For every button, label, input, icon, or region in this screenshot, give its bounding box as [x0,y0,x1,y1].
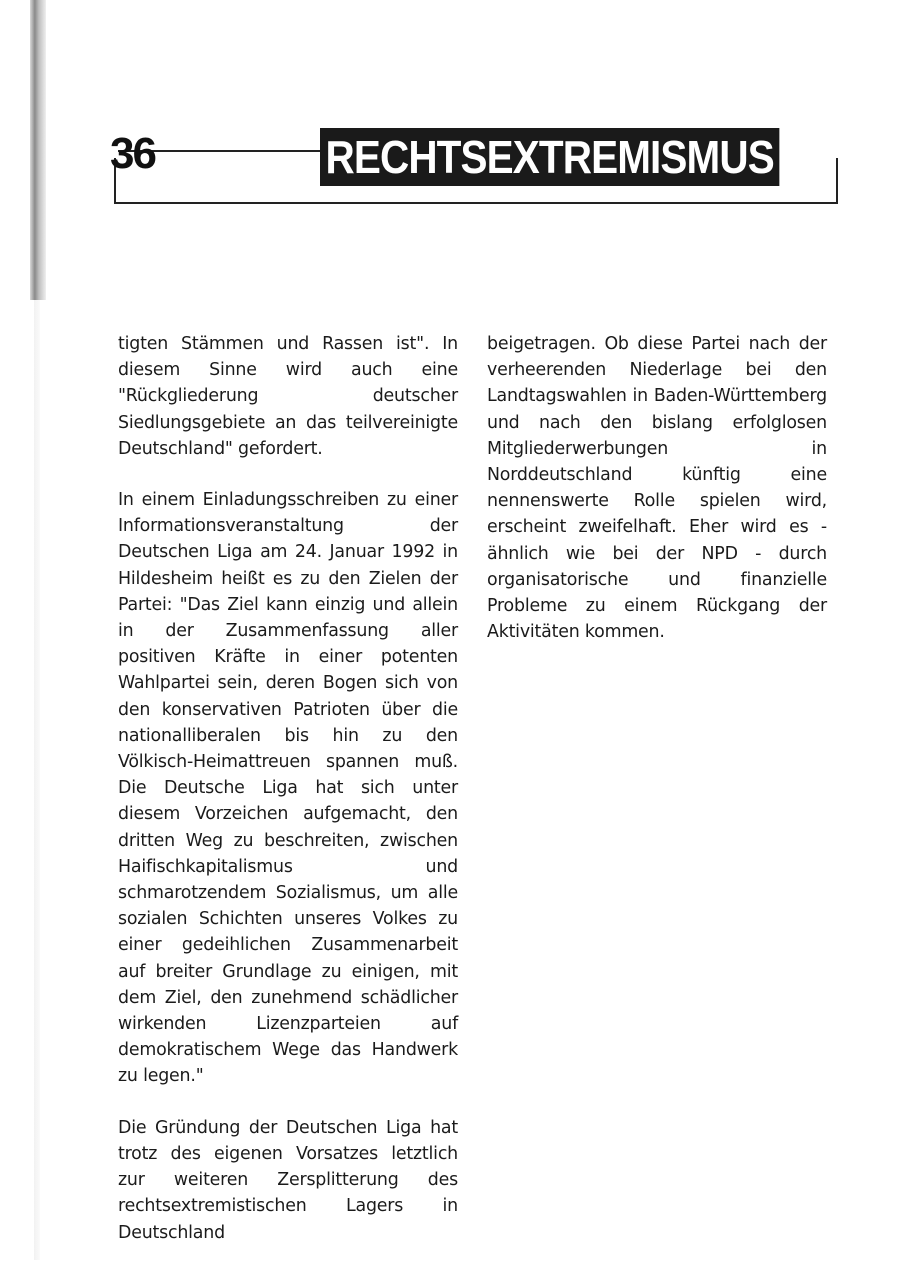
paragraph: Die Gründung der Deutschen Liga hat trotz des eigenen Vorsatzes letztlich zur weiteren Zersplitterung des rechtsextremistischen Lagers in Deutschland [118,1117,458,1243]
binding-shadow [30,0,46,300]
left-column [118,331,458,1271]
page-number: 36 [110,129,155,178]
paragraph: beigetragen. Ob diese Partei nach der verheerenden Niederlage bei den Landtagswahlen in Baden-Württemberg und nach den bislang erfolglosen Mitgliederwerbungen in Norddeutschland künftig eine nennenswerte Rolle spielen wird, erscheint zweifelhaft. Eher wird es - ähnlich wie bei der NPD - durch organisatorische und finanzielle Probleme zu einem Rückgang der Aktivitäten kommen. [487,334,827,643]
page-header [110,128,840,200]
right-column [487,331,827,670]
paragraph: tigten Stämmen und Rassen ist". In diesem Sinne wird auch eine "Rückgliederung deutscher Siedlungsgebiete an das teilvereinigte Deutschland" gefordert. [118,334,458,459]
paragraph: In einem Einladungsschreiben zu einer Informationsveranstaltung der Deutschen Liga am 24. Januar 1992 in Hildesheim heißt es zu den Zielen der Partei: "Das Ziel kann einzig und allein in der Zusammenfassung aller positiven Kräfte in einer potenten Wahlpartei sein, deren Bogen sich von den konservativen Patrioten über die nationalliberalen bis hin zu den Völkisch-Heimattreuen spannen muß. Die Deutsche Liga hat sich unter diesem Vorzeichen aufgemacht, den dritten Weg zu beschreiten, zwischen Haifischkapitalismus und schmarotzendem Sozialismus, um alle sozialen Schichten unseres Volkes zu einer gedeihlichen Zusammenarbeit auf breiter Grundlage zu einigen, mit dem Ziel, den zunehmend schädlicher wirkenden Lizenzparteien auf demokratischem Wege das Handwerk zu legen." [118,490,458,1087]
binding-fade [34,300,40,1260]
section-title: RECHTSEXTREMISMUS [320,128,779,186]
